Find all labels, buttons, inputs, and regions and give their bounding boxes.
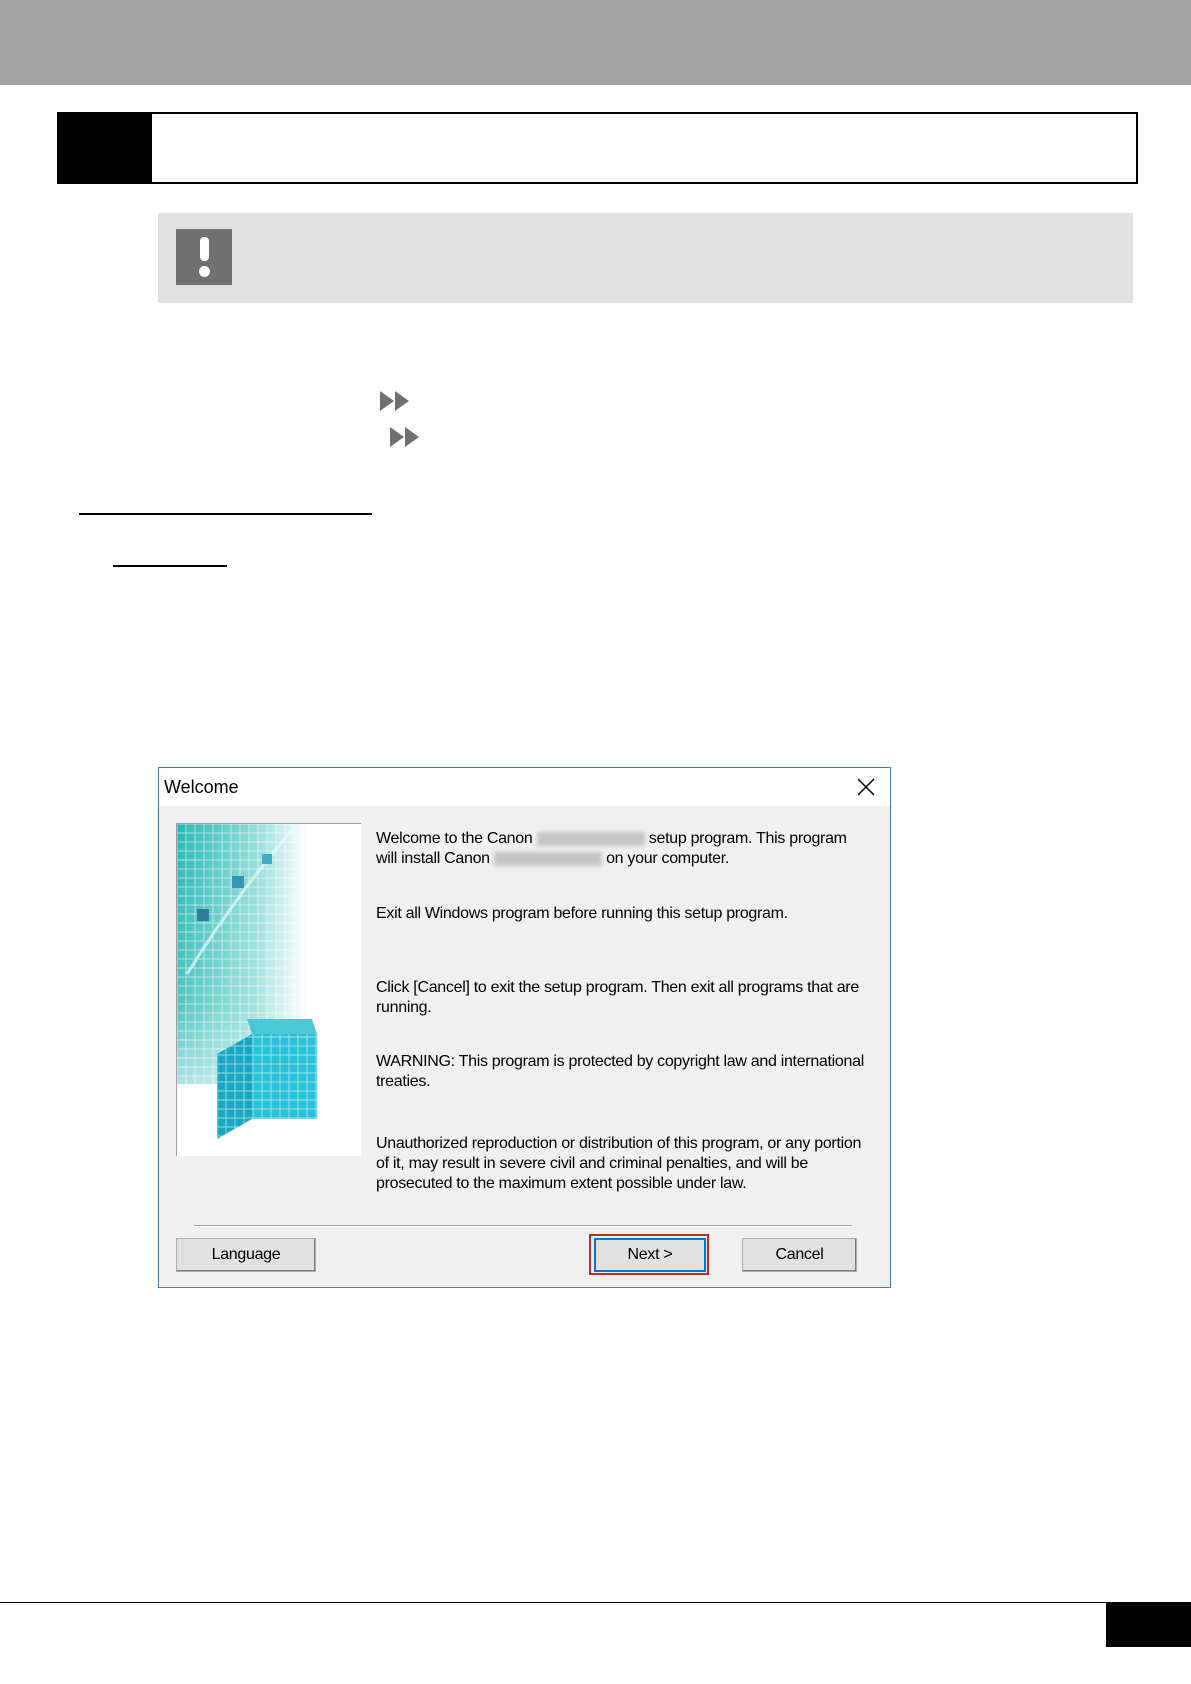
welcome-message: Welcome to the Canon setup program. This program will install Canon on your computer. <box>376 830 847 867</box>
important-notice <box>158 213 1133 303</box>
section-header <box>57 112 1138 184</box>
close-icon[interactable] <box>842 768 890 806</box>
cancel-button[interactable]: Cancel <box>742 1238 857 1272</box>
exclamation-icon <box>176 229 232 285</box>
double-arrow-icon[interactable] <box>380 390 412 412</box>
language-button[interactable]: Language <box>176 1238 316 1272</box>
dialog-title: Welcome <box>164 777 239 797</box>
welcome-dialog <box>158 767 891 1288</box>
copyright-warning: WARNING: This program is protected by copyright law and international treaties. <box>376 1053 864 1090</box>
dialog-titlebar <box>159 768 890 806</box>
dialog-separator <box>194 1225 852 1227</box>
setup-banner-image <box>176 823 361 1156</box>
footer-rule <box>0 1602 1191 1603</box>
next-button[interactable]: Next > <box>594 1238 706 1272</box>
cancel-instructions: Click [Cancel] to exit the setup program. Then exit all programs that are running. <box>376 979 859 1016</box>
page-number-block <box>1106 1603 1191 1647</box>
page-top-band <box>0 0 1191 85</box>
double-arrow-icon[interactable] <box>390 426 422 448</box>
unauthorized-notice: Unauthorized reproduction or distribution of this program, or any portion of it, may result in severe civil and criminal penalties, and will be prosecuted to the maximum extent possible under law. <box>376 1135 862 1192</box>
link-underline[interactable] <box>113 565 227 567</box>
link-underline[interactable] <box>79 513 372 515</box>
section-number-block <box>59 114 152 182</box>
exit-instructions: Exit all Windows program before running this setup program. <box>376 905 788 922</box>
